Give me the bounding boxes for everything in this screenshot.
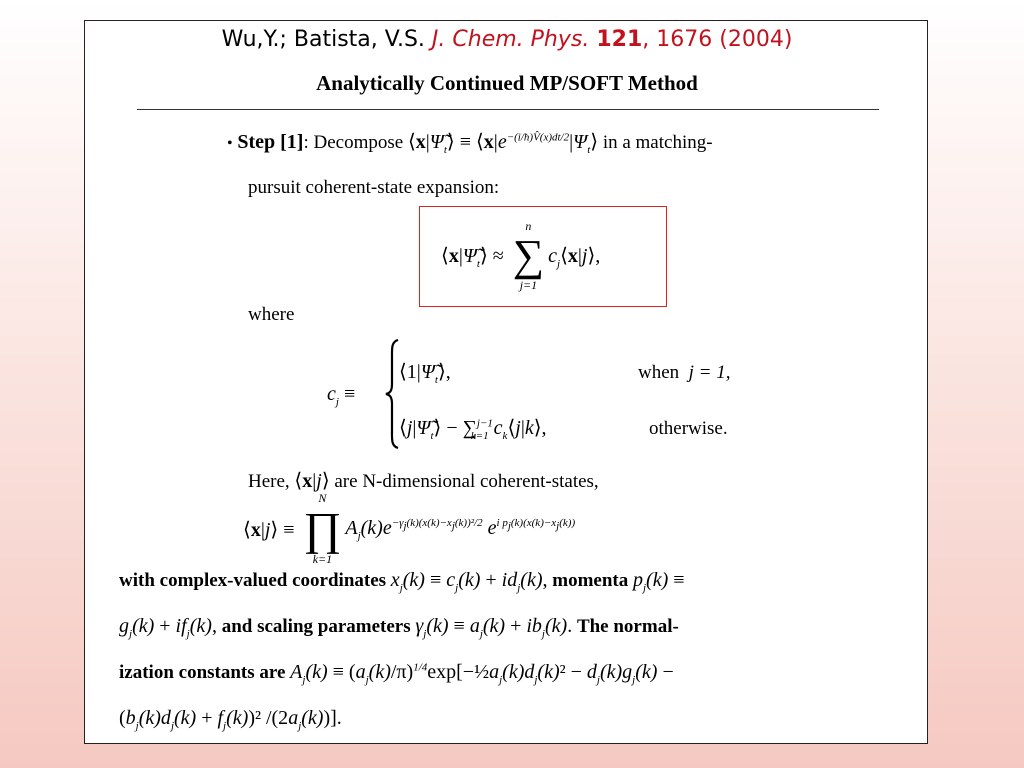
citation [85, 27, 929, 52]
title-divider [137, 109, 879, 110]
case-2-condition: otherwise. [649, 418, 728, 439]
step-label: Step [1] [237, 131, 304, 153]
step-intro: : Decompose [303, 132, 404, 153]
case-1-formula: $⟨1|\Psĩ_t⟩$, [399, 361, 451, 386]
step-line-2: pursuit coherent-state expansion: [248, 177, 500, 198]
here-line: Here, ⟨x|j⟩ are N-dimensional coherent-states, [248, 470, 599, 492]
paragraph-line-4: $(b_j(k)d_j(k) + f_j(k))^2$ $/(2a_j(k))$]. [119, 707, 342, 732]
bullet-icon: • [227, 135, 233, 152]
case-2-formula: $⟨j|\Psĩ_t⟩ - \sum^{j-1}_{k=1}$ $c_k⟨j|k⟩$, [399, 417, 547, 442]
slide-card [84, 20, 928, 744]
citation-authors: Wu,Y.; Batista, V.S. [221, 27, 425, 52]
citation-pages-year: , 1676 (2004) [642, 27, 793, 52]
coherent-state-formula: ⟨x|j⟩ ≡ N ∏ k=1 $A_j(k)e^{-\gamma_j(k)(x(k)-x_j(k))^2/2}$ $e^{i p_j(k)(x(k)-x_j(k))}$ [243, 491, 576, 566]
paragraph-line-1: with complex-valued coordinates $x_j(k) \equiv c_j(k) + id_j(k)$, momenta $p_j(k)$ ≡ [119, 569, 685, 594]
paragraph-line-2: $g_j(k) + if_j(k)$, and scaling parameters $\gamma_j(k) \equiv a_j(k) + ib_j(k)$. The normal- [119, 615, 679, 640]
cj-definition-lhs: $c_j$ ≡ [327, 383, 356, 408]
citation-volume: 121 [596, 27, 643, 52]
step-line-1 [227, 129, 713, 156]
expansion-formula: $⟨x|\Psĩ_t⟩$ ≈ n ∑ j=1 $c_j⟨x|j⟩$, [441, 219, 601, 292]
case-1-condition: when j = 1, [638, 362, 731, 383]
step-tail: in a matching- [602, 132, 713, 153]
decompose-formula: $⟨x|\Psĩ_t⟩$ ≡ $⟨x|e^{-(i/ħ)V̂(x)dt/2}|\Psi_t⟩$ [407, 131, 599, 156]
paragraph-line-3: ization constants are $A_j(k)$ ≡ $(a_j(k)/\pi)^{1/4}\exp[-\frac{1}{2}a_j(k)d_j(k)^2 - d_j(k)g_j(k)$ − [119, 661, 674, 686]
where-label: where [248, 304, 295, 325]
brace-icon [385, 339, 399, 449]
citation-journal: J. Chem. Phys. [431, 27, 590, 52]
slide-title: Analytically Continued MP/SOFT Method [316, 71, 698, 95]
